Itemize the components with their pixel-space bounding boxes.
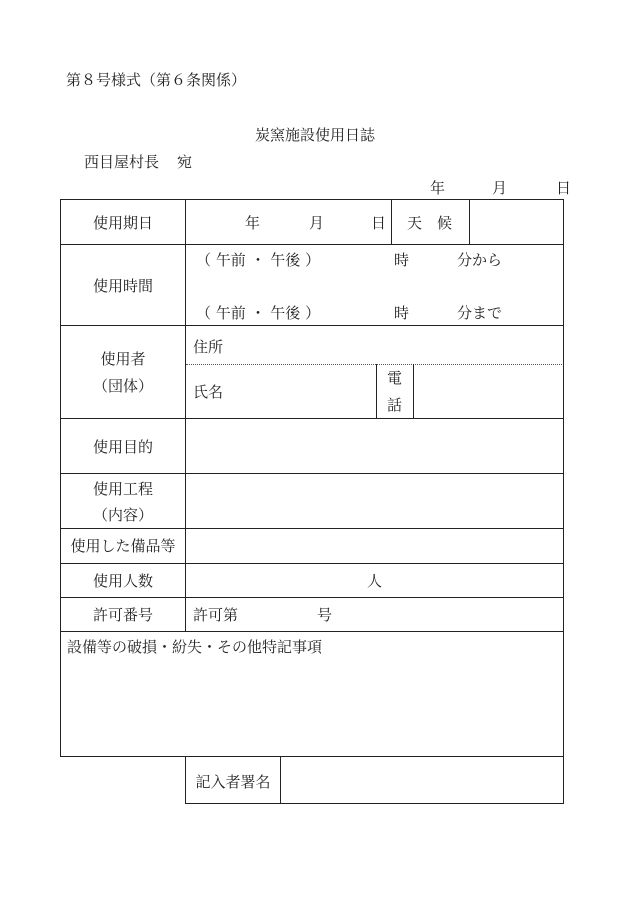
- permit-prefix: 許可第: [193, 606, 239, 624]
- address-divider: [186, 364, 564, 365]
- table-border-right: [563, 199, 564, 804]
- phone-label-line1: 電: [386, 369, 402, 387]
- phone-value-divider: [413, 364, 414, 419]
- process-label-line1: 使用工程: [92, 480, 153, 498]
- user-label-line2: （団体）: [92, 377, 153, 395]
- row-divider: [60, 631, 564, 632]
- row-divider: [60, 418, 564, 419]
- addressee-name: 西目屋村長: [84, 153, 160, 171]
- usage-date-day: 日: [371, 214, 387, 232]
- process-label-line2: （内容）: [92, 506, 153, 524]
- purpose-label: 使用目的: [92, 438, 153, 456]
- weather-divider: [391, 199, 392, 245]
- end-hour-unit: 時: [394, 304, 410, 322]
- table-border-bottom: [186, 803, 564, 804]
- table-border-top: [60, 199, 564, 200]
- addressee: [84, 155, 192, 170]
- row-divider: [60, 563, 564, 564]
- usage-date-year: 年: [245, 214, 261, 232]
- start-ampm-choice[interactable]: （ 午前 ・ 午後 ）: [196, 251, 321, 269]
- row-divider: [60, 244, 564, 245]
- usage-time-label: 使用時間: [92, 277, 153, 295]
- permit-number-label: 許可番号: [92, 606, 153, 624]
- addressee-honorific: 宛: [177, 153, 193, 171]
- end-ampm-choice[interactable]: （ 午前 ・ 午後 ）: [196, 304, 321, 322]
- permit-suffix: 号: [317, 606, 333, 624]
- usage-date-month: 月: [309, 214, 325, 232]
- weather-label: 天 候: [407, 214, 453, 232]
- weather-value-divider: [469, 199, 470, 245]
- row-divider: [60, 597, 564, 598]
- row-divider: [60, 756, 564, 757]
- user-label-line1: 使用者: [100, 350, 146, 368]
- people-count-label: 使用人数: [92, 572, 153, 590]
- equipment-label: 使用した備品等: [70, 537, 176, 555]
- address-label: 住所: [193, 338, 224, 356]
- start-hour-unit: 時: [394, 251, 410, 269]
- header-date-year: 年: [430, 179, 446, 197]
- signature-label: 記入者署名: [195, 773, 271, 791]
- header-date-day: 日: [556, 179, 572, 197]
- start-minute-unit: 分から: [457, 251, 503, 269]
- people-count-unit: 人: [367, 572, 383, 590]
- row-divider: [60, 473, 564, 474]
- usage-date-label: 使用期日: [92, 214, 153, 232]
- phone-label-line2: 話: [386, 396, 402, 414]
- row-divider: [60, 528, 564, 529]
- form-number: 第８号様式（第６条関係）: [66, 71, 247, 89]
- signature-divider: [280, 756, 281, 804]
- form-title: 炭窯施設使用日誌: [254, 126, 375, 144]
- row-divider: [60, 325, 564, 326]
- end-minute-unit: 分まで: [457, 304, 503, 322]
- header-date-month: 月: [492, 179, 508, 197]
- remarks-label: 設備等の破損・紛失・その他特記事項: [67, 638, 323, 656]
- name-label: 氏名: [193, 383, 224, 401]
- label-column-divider: [185, 199, 186, 632]
